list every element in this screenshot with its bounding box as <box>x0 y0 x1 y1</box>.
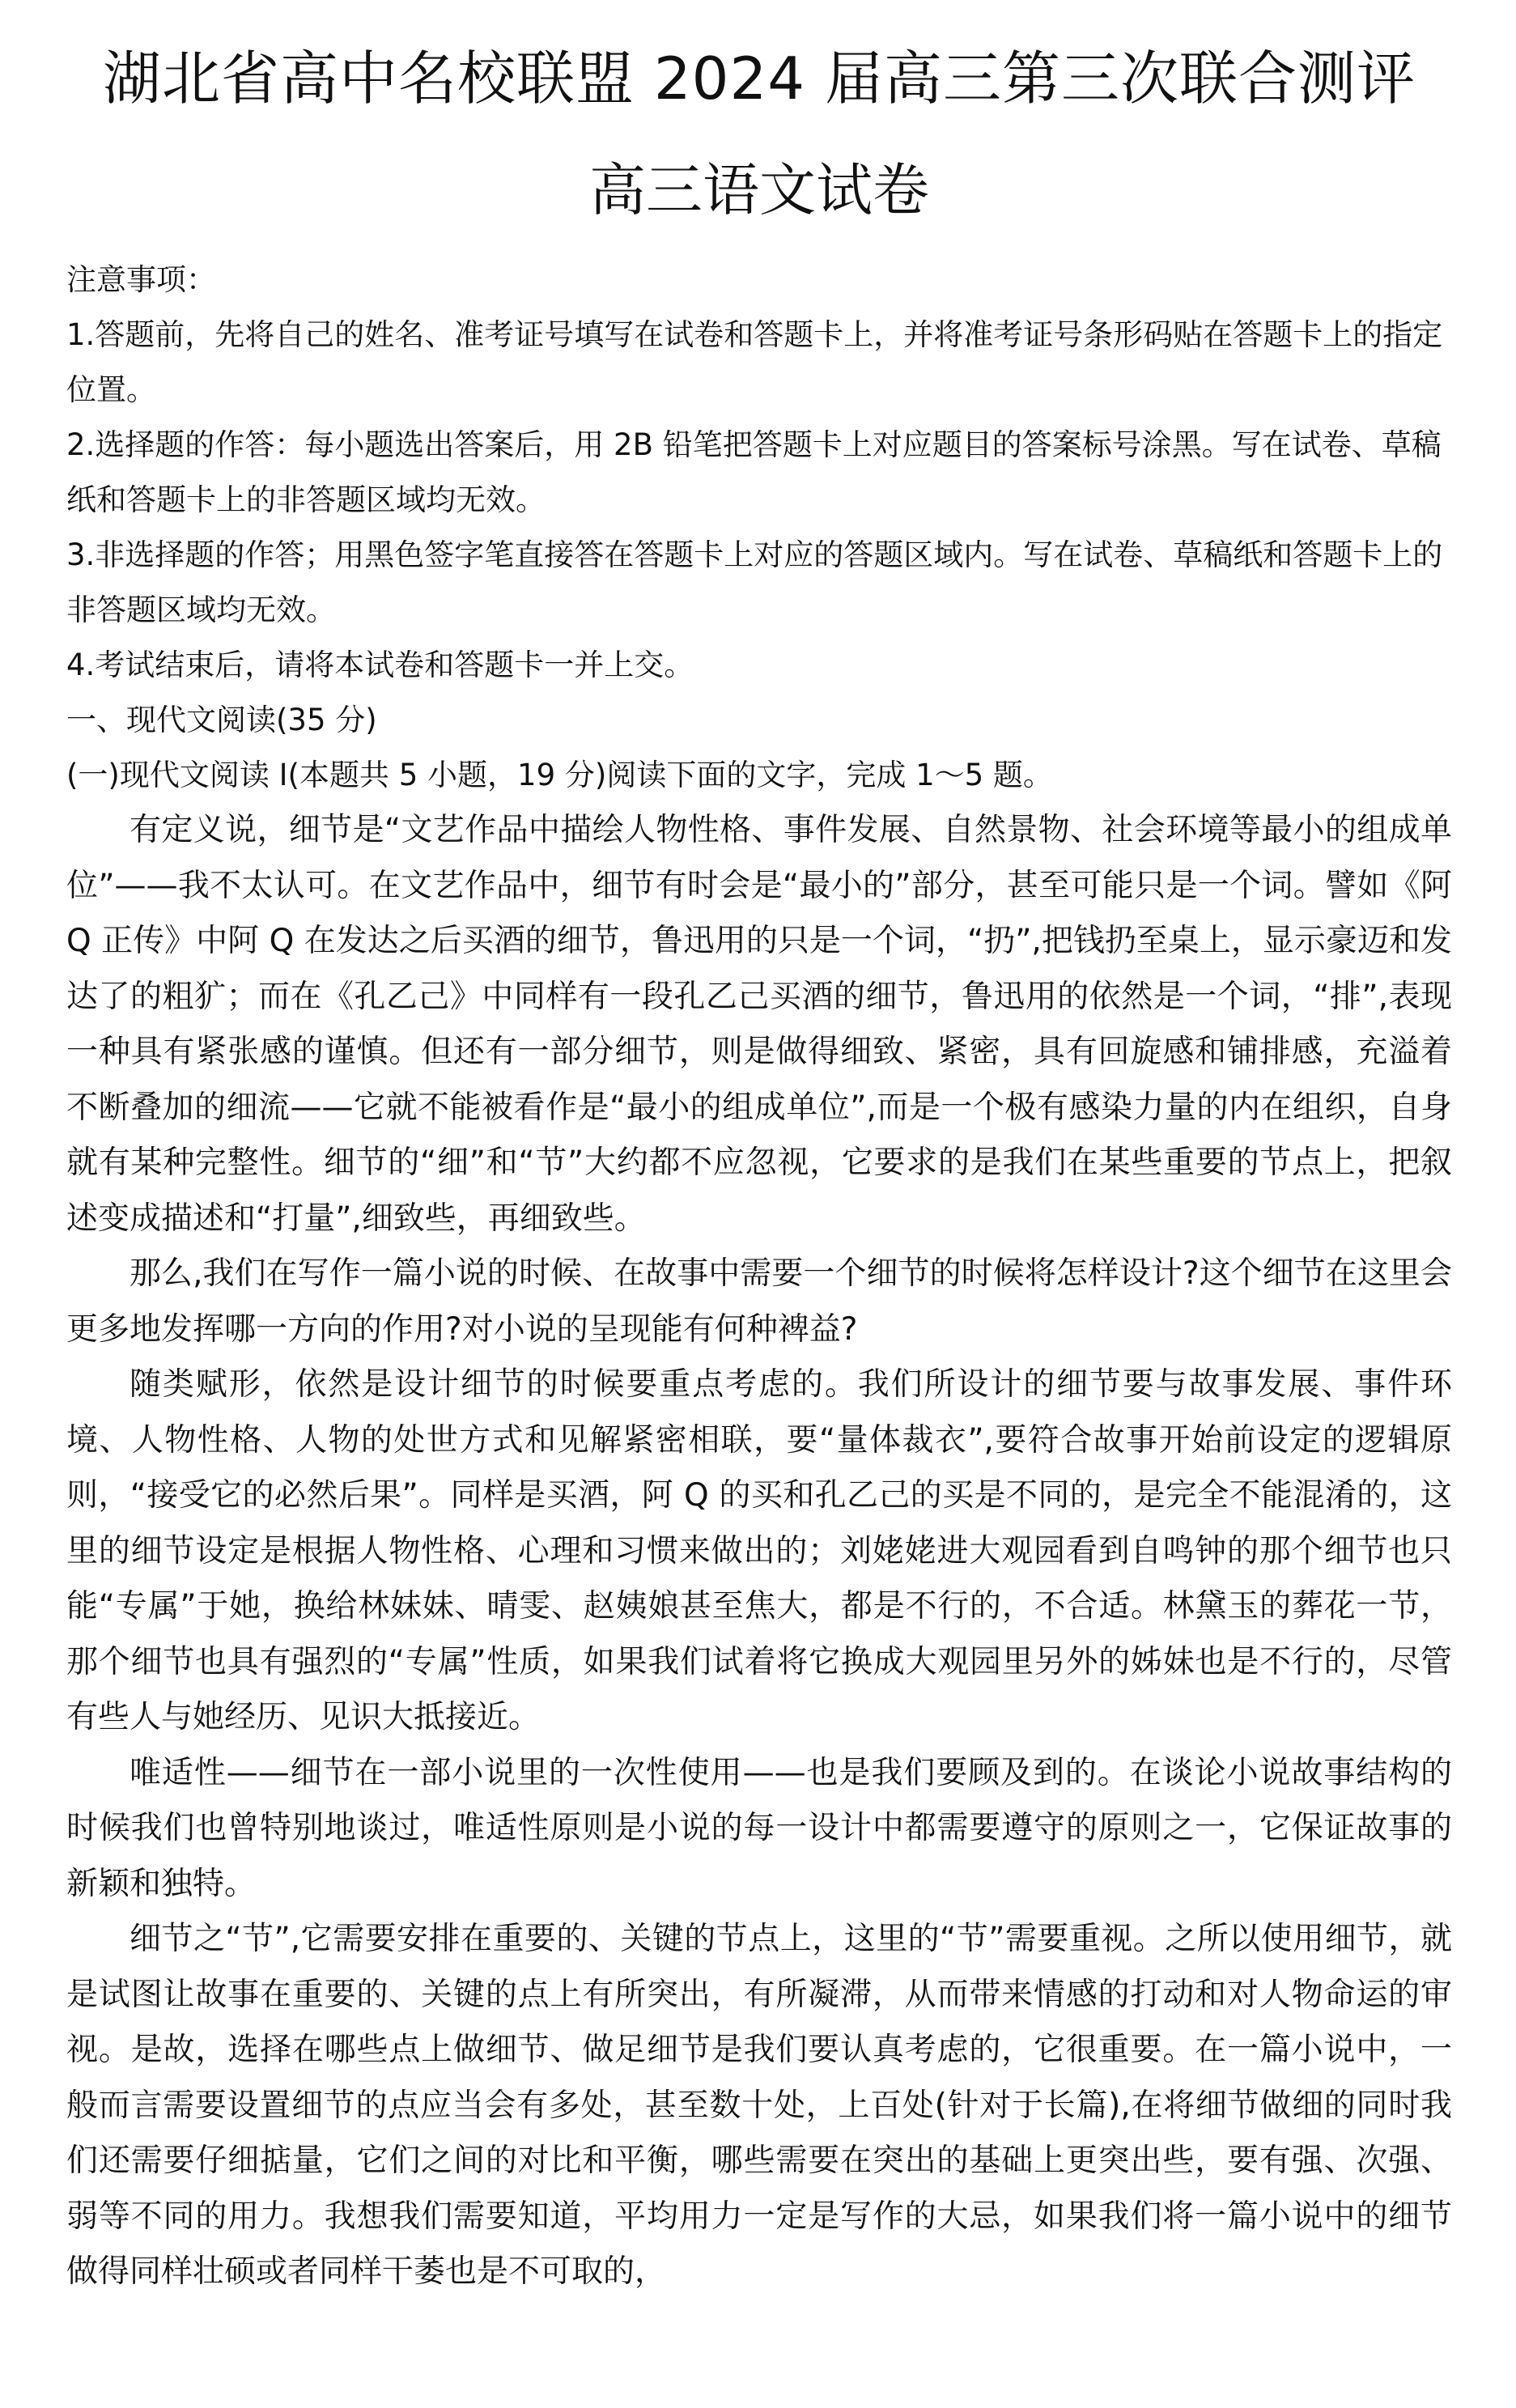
passage-paragraph-2: 那么,我们在写作一篇小说的时候、在故事中需要一个细节的时候将怎样设计?这个细节在这里会更多地发挥哪一方向的作用?对小说的呈现能有何种裨益? <box>66 1255 1452 1348</box>
passage-paragraph-5: 细节之“节”,它需要安排在重要的、关键的节点上，这里的“节”需要重视。之所以使用细节，就是试图让故事在重要的、关键的点上有所突出，有所凝滞，从而带来情感的打动和对人物命运的审视。是故，选择在哪些点上做细节、做足细节是我们要认真考虑的，它很重要。在一篇小说中，一般而言需要设置细节的点应当会有多处，甚至数十处，上百处(针对于长篇),在将细节做细的同时我们还需要仔细掂量，它们之间的对比和平衡，哪些需要在突出的基础上更突出些，要有强、次强、弱等不同的用力。我想我们需要知道，平均用力一定是写作的大忌，如果我们将一篇小说中的细节做得同样壮硕或者同样干萎也是不可取的， <box>66 1921 1452 2290</box>
passage-paragraph-1: 有定义说，细节是“文艺作品中描绘人物性格、事件发展、自然景物、社会环境等最小的组成单位”——我不太认可。在文艺作品中，细节有时会是“最小的”部分，甚至可能只是一个词。譬如《阿 Q 正传》中阿 Q 在发达之后买酒的细节，鲁迅用的只是一个词，“扔”,把钱扔至桌上，显示豪迈和发达了的粗犷；而在《孔乙己》中同样有一段孔乙己买酒的细节，鲁迅用的依然是一个词，“排”,表现一种具有紧张感的谨慎。但还有一部分细节，则是做得细致、紧密，具有回旋感和铺排感，充溢着不断叠加的细流——它就不能被看作是“最小的组成单位”,而是一个极有感染力量的内在组织，自身就有某种完整性。细节的“细”和“节”大约都不应忽视，它要求的是我们在某些重要的节点上，把叙述变成描述和“打量”,细致些，再细致些。 <box>66 812 1452 1237</box>
section-subheading: (一)现代文阅读 I(本题共 5 小题，19 分)阅读下面的文字，完成 1～5 题。 <box>66 758 1053 792</box>
notice-item-4: 4.考试结束后，请将本试卷和答题卡一并上交。 <box>66 648 694 682</box>
notice-item-3: 3.非选择题的作答；用黑色签字笔直接答在答题卡上对应的答题区域内。写在试卷、草稿纸和答题卡上的非答题区域均无效。 <box>66 537 1443 627</box>
section-heading: 一、现代文阅读(35 分) <box>66 703 377 737</box>
notice-block <box>66 253 1452 693</box>
notice-item-1: 1.答题前，先将自己的姓名、准考证号填写在试卷和答题卡上，并将准考证号条形码贴在答题卡上的指定位置。 <box>66 317 1443 407</box>
exam-subtitle: 高三语文试卷 <box>589 157 929 223</box>
passage-paragraph-4: 唯适性——细节在一部小说里的一次性使用——也是我们要顾及到的。在谈论小说故事结构的时候我们也曾特别地谈过，唯适性原则是小说的每一设计中都需要遵守的原则之一，它保证故事的新颖和独特。 <box>66 1754 1452 1902</box>
exam-title: 湖北省高中名校联盟 2024 届高三第三次联合测评 <box>102 45 1416 113</box>
passage-paragraph-3: 随类赋形，依然是设计细节的时候要重点考虑的。我们所设计的细节要与故事发展、事件环境、人物性格、人物的处世方式和见解紧密相联，要“量体裁衣”,要符合故事开始前设定的逻辑原则，“接受它的必然后果”。同样是买酒，阿 Q 的买和孔乙己的买是不同的，是完全不能混淆的，这里的细节设定是根据人物性格、心理和习惯来做出的；刘姥姥进大观园看到自鸣钟的那个细节也只能“专属”于她，换给林妹妹、晴雯、赵姨娘甚至焦大，都是不行的，不合适。林黛玉的葬花一节，那个细节也具有强烈的“专属”性质，如果我们试着将它换成大观园里另外的姊妹也是不行的，尽管有些人与她经历、见识大抵接近。 <box>66 1366 1452 1735</box>
reading-passage <box>66 803 1452 2300</box>
notice-item-2: 2.选择题的作答：每小题选出答案后，用 2B 铅笔把答题卡上对应题目的答案标号涂黑。写在试卷、草稿纸和答题卡上的非答题区域均无效。 <box>66 427 1442 517</box>
exam-page <box>66 0 1452 2300</box>
notice-heading: 注意事项： <box>66 262 216 297</box>
